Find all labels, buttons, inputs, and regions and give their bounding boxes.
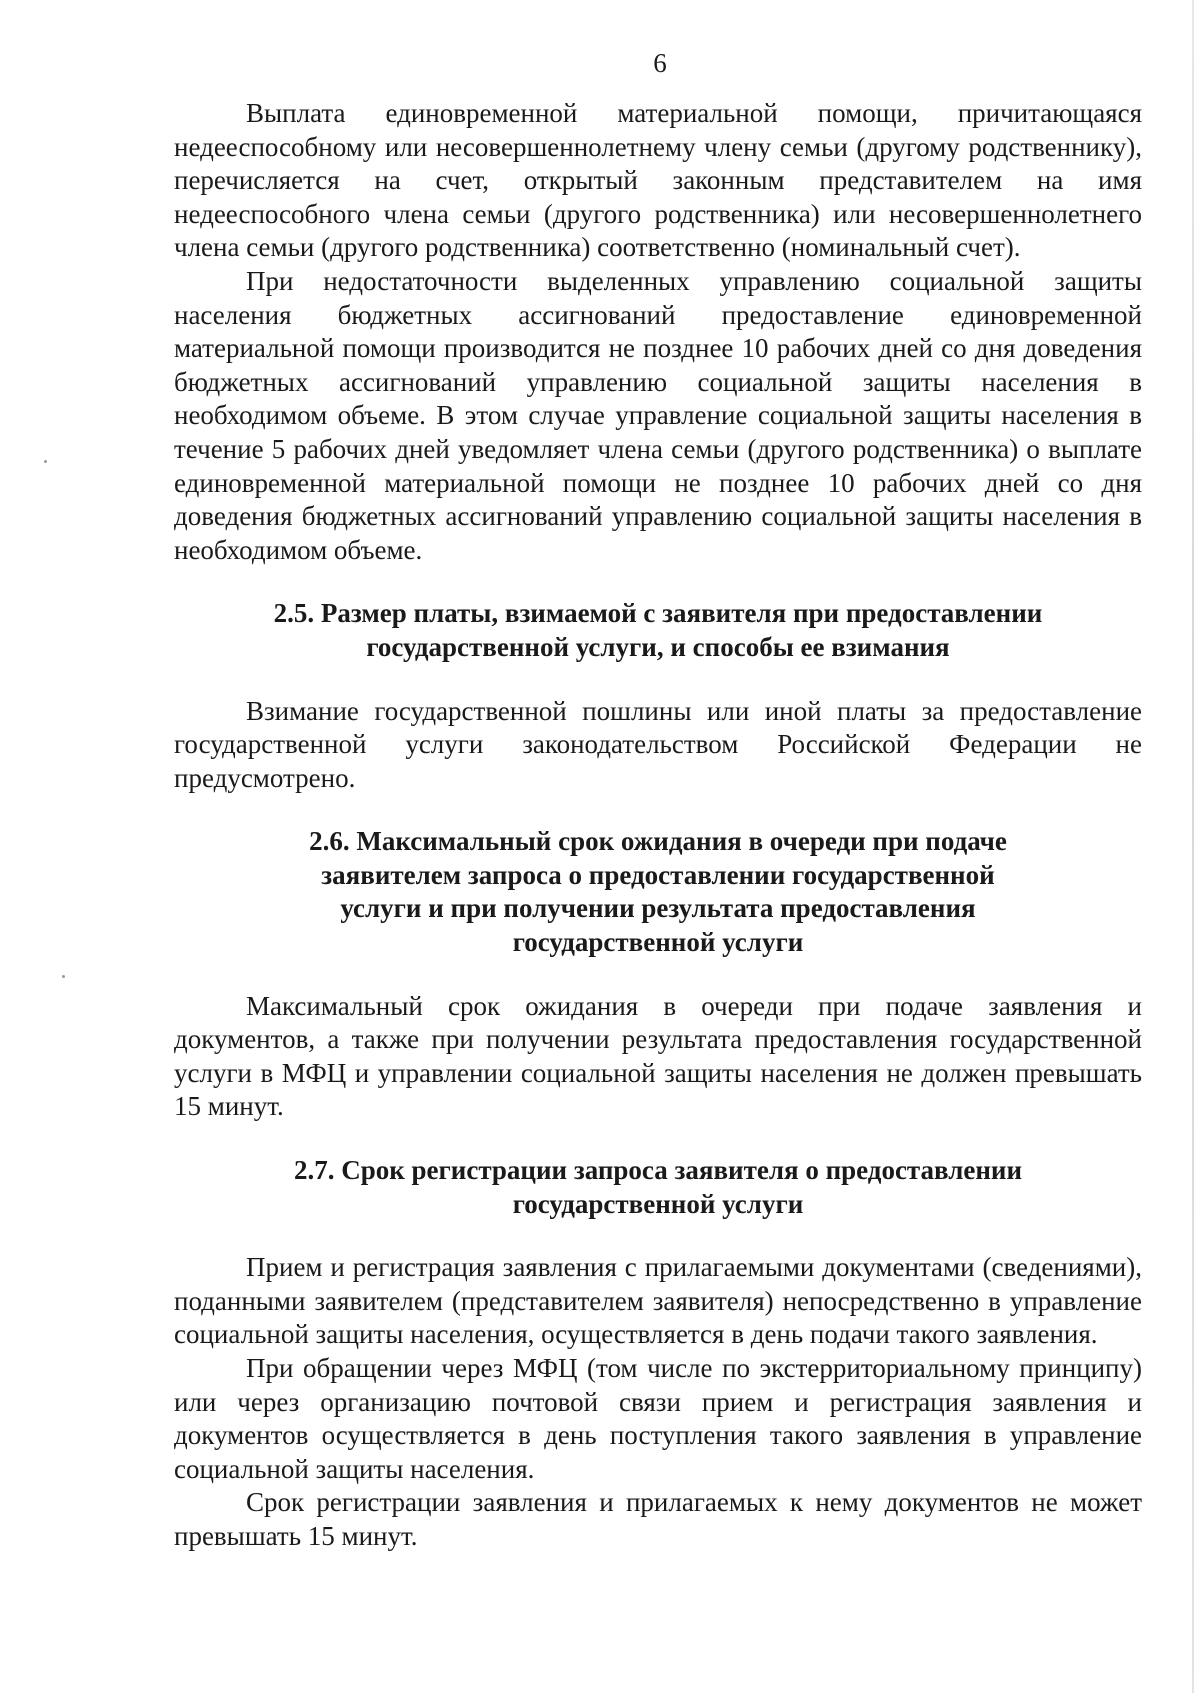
heading-line: 2.6. Максимальный срок ожидания в очереди при подаче: [309, 826, 1007, 857]
paragraph-payment-to-account: Выплата единовременной материальной помощи, причитающаяся недееспособному или несовершеннолетнему члену семьи (другому родственнику), перечисляется на счет, открытый законным представителем на имя недееспособного члена семьи (другого родственника) или несовершеннолетнего члена семьи (другого родственника) соответственно (номинальный счет).: [174, 98, 1142, 263]
paragraph-queue-time: Максимальный срок ожидания в очереди при подаче заявления и документов, а также при получении результата предоставления государственной услуги в МФЦ и управлении социальной защиты населения не должен превышать 15 минут.: [174, 990, 1142, 1122]
section-heading-2-7: [174, 1154, 1142, 1221]
section-heading-2-5: [174, 597, 1142, 664]
paragraph-registration-mfc: При обращении через МФЦ (том числе по экстерриториальному принципу) или через организацию почтовой связи прием и регистрация заявления и документов осуществляется в день поступления такого заявления в управление социальной защиты населения.: [174, 1353, 1142, 1484]
paragraph-registration-direct: Прием и регистрация заявления с прилагаемыми документами (сведениями), поданными заявителем (представителем заявителя) непосредственно в управление социальной защиты населения, осуществляется в день подачи такого заявления.: [174, 1252, 1142, 1350]
document-body: [174, 97, 1142, 1554]
section-heading-2-6: [174, 825, 1142, 959]
heading-line: услуги и при получении результата предоставления: [340, 893, 976, 924]
heading-line: государственной услуги: [512, 1188, 804, 1219]
heading-line: заявителем запроса о предоставлении государственной: [321, 859, 995, 890]
paragraph-registration-time: Срок регистрации заявления и прилагаемых к нему документов не может превышать 15 минут.: [174, 1487, 1142, 1551]
heading-line: 2.5. Размер платы, взимаемой с заявителя при предоставлении: [273, 598, 1043, 629]
scan-speck: [62, 975, 65, 978]
scan-edge-shadow: [1192, 0, 1194, 1693]
paragraph-insufficient-funds: При недостаточности выделенных управлению социальной защиты населения бюджетных ассигнований предоставление единовременной материальной помощи производится не позднее 10 рабочих дней со дня доведения бюджетных ассигнований управлению социальной защиты населения в необходимом объеме. В этом случае управление социальной защиты населения в течение 5 рабочих дней уведомляет члена семьи (другого родственника) о выплате единовременной материальной помощи не позднее 10 рабочих дней со дня доведения бюджетных ассигнований управлению социальной защиты населения в необходимом объеме.: [174, 265, 1142, 565]
page-number: 6: [653, 48, 667, 78]
scan-speck: [44, 460, 47, 463]
heading-line: государственной услуги, и способы ее взимания: [366, 631, 950, 662]
heading-line: 2.7. Срок регистрации запроса заявителя о предоставлении: [293, 1155, 1023, 1186]
heading-line: государственной услуги: [512, 927, 804, 958]
paragraph-fee: Взимание государственной пошлины или иной платы за предоставление государственной услуги законодательством Российской Федерации не предусмотрено.: [174, 695, 1142, 793]
